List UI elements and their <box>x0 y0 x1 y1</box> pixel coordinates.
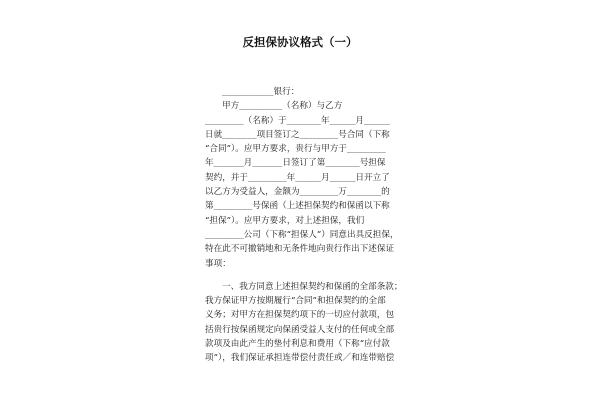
paragraph-line: 年_______月_______日签订了第________号担保 <box>205 158 386 169</box>
paragraph-line: “担保”）。应甲方要求，对上述担保，我们 <box>205 215 365 226</box>
paragraph-line: 括贵行按保函规定向保函受益人支付的任何或全部 <box>205 324 395 335</box>
paragraph-line: 我方保证甲方按期履行“合同”和担保契约的全部 <box>205 296 386 307</box>
paragraph-1 <box>205 99 405 271</box>
paragraph-line: 义务；对甲方在担保契约项下的一切应付款项，包 <box>205 310 395 321</box>
paragraph-line: 以乙方为受益人，金额为_________万________的 <box>205 187 390 198</box>
paragraph-line: 项”），我们保证承担连带偿付责任或／和连带赔偿 <box>205 353 395 364</box>
paragraph-line: 甲方__________（名称）与乙方 <box>222 101 343 112</box>
paragraph-2 <box>205 280 405 366</box>
paragraph-line: 契约，并于_________年______月______日开立了 <box>205 172 390 183</box>
paragraph-line: 一、我方同意上述担保契约和保函的全部条款； <box>222 281 403 292</box>
paragraph-line: 事项： <box>205 258 231 269</box>
paragraph-line: 款项及由此产生的垫付利息和费用（下称“应付款 <box>205 339 390 350</box>
paragraph-line: 特在此不可撤销地和无条件地向贵行作出下述保证 <box>205 244 395 255</box>
paragraph-line: _________（名称）于________年______月______ <box>205 115 390 126</box>
salutation-line: ____________银行： <box>222 87 300 97</box>
document-title: 反担保协议格式（一） <box>242 35 358 49</box>
document-body <box>205 85 405 366</box>
paragraph-line: 日就________项目签订之_________号合同（下称 <box>205 129 390 140</box>
paragraph-line: “合同”）。应甲方要求，贵行与甲方于_________ <box>205 144 386 155</box>
paragraph-line: 第_________号保函（上述担保契约和保函以下称 <box>205 201 390 212</box>
paragraph-line: _________公司（下称“担保人”）同意出具反担保， <box>205 229 399 240</box>
